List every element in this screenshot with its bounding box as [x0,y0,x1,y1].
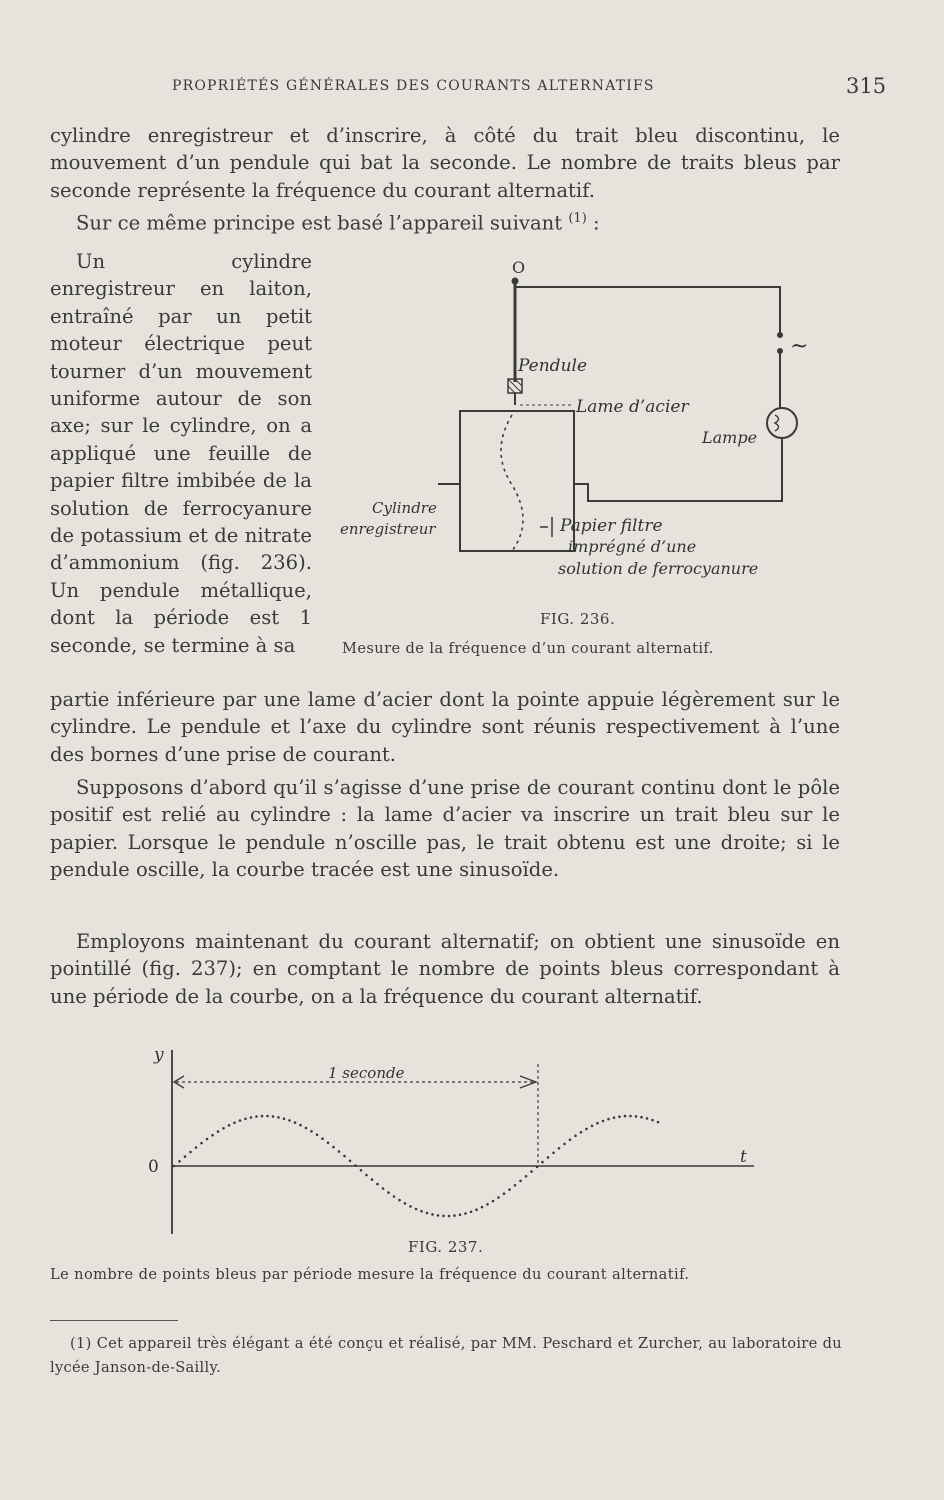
sinusoid-dot [646,1117,649,1120]
label-lame: Lame d’acier [576,397,689,417]
sinusoid-dot [420,1210,423,1213]
label-papier-3: solution de ferrocyanure [558,559,759,578]
sinusoid-dot [574,1135,577,1138]
terminal-bottom [778,349,783,354]
sinusoid-dot [222,1127,225,1130]
sinusoid-dot [503,1192,506,1195]
paragraph-1: cylindre enregistreur et d’inscrire, à côté du trait bleu discontinu, le mouvement d’un pendule qui bat la seconde. Le nombre de traits bleus par seconde représente la fréquence du courant alternatif. [50,124,840,202]
sinusoid-dot [486,1203,489,1206]
sinusoid-dot [305,1127,308,1130]
sinusoid-dot [266,1115,269,1118]
sinusoid-dot [635,1115,638,1118]
trace-on-cylinder [501,415,523,551]
sinusoid-dot [250,1116,253,1119]
sinusoid-dot [173,1165,176,1168]
sinusoid-dot [288,1119,291,1122]
sinusoid-dot [475,1208,478,1211]
sinusoid-dot [382,1187,385,1190]
sinusoid-dot [239,1119,242,1122]
label-ac-source: ~ [790,334,809,359]
sinusoid-dot [354,1164,357,1167]
sinusoid-dot [481,1206,484,1209]
sinusoid-dot [404,1202,407,1205]
sinusoid-dot [310,1130,313,1133]
sinusoid-dot [189,1151,192,1154]
sinusoid-dot [316,1134,319,1137]
figure-236-diagram [320,255,880,595]
sinusoid-dot [211,1134,214,1137]
sinusoid-dot [448,1215,451,1218]
circuit-wire-bottom [574,438,782,501]
terminal-top [778,333,783,338]
paragraph-3-continued: partie inférieure par une lame d’acier dont la pointe appuie légèrement sur le cylindre. Le pendule et l’axe du cylindre sont réunis respectivement à l’une des bornes d’une prise de courant. [50,688,840,766]
sinusoid-dot [651,1119,654,1122]
label-o: O [512,258,526,277]
sinusoid-dot [530,1170,533,1173]
sinusoid-dot [464,1212,467,1215]
sinusoid-dot [299,1124,302,1127]
sinusoid-dot [294,1121,297,1124]
sinusoid-dot [602,1120,605,1123]
sinusoid-dot [349,1160,352,1163]
paragraph-3-wrapped: Un cylindre enregistreur en laiton, entraîné par un petit moteur électrique peut tourner d’un mouvement uniforme autour de son axe; sur le cylindre, on a appliqué une feuille de papier filtre imbibée de la solution de ferrocyanure de potassium et de nitrate d’ammonium (fig. 236). Un pendule métallique, dont la période est 1 seconde, se termine à sa [50,250,312,657]
sinusoid-dot [547,1156,550,1159]
sinusoid-dot [624,1115,627,1118]
sinusoid-dot [206,1138,209,1141]
running-header [48,74,887,100]
sinusoid-dot [437,1214,440,1217]
sinusoid-dot [178,1160,181,1163]
sinusoid-dot [585,1128,588,1131]
sinusoid-dot [376,1183,379,1186]
sinusoid-dot [387,1191,390,1194]
sinusoid-dot [431,1213,434,1216]
sinusoid-dot [272,1115,275,1118]
sinusoid-dot [217,1130,220,1133]
sinusoid-dot [195,1146,198,1149]
paragraph-2 [50,205,840,237]
sinusoid-dot [497,1196,500,1199]
sinusoid-dot [255,1115,258,1118]
sinusoid-dot [409,1205,412,1208]
sinusoid-dot [338,1150,341,1153]
sinusoid-dot [327,1142,330,1145]
sinusoid-dot [580,1131,583,1134]
label-papier-2: imprégné d’une [568,537,697,556]
label-lampe: Lampe [702,428,758,447]
label-papier-1: Papier filtre [560,516,663,536]
sinusoid-dot [541,1161,544,1164]
label-origin: 0 [148,1157,159,1177]
sinusoid-dot [283,1117,286,1120]
sinusoid-dot [525,1175,528,1178]
lamp-icon [767,408,797,438]
circuit-wire-top [515,287,780,335]
sinusoid-dot [261,1115,264,1118]
sinusoid-dot [591,1125,594,1128]
figure-237-label: FIG. 237. [408,1238,484,1256]
recording-cylinder [460,411,574,551]
label-pendule: Pendule [518,356,588,376]
sinusoid-dot [332,1146,335,1149]
figure-236-label: FIG. 236. [540,610,616,628]
paragraph-2-text: Sur ce même principe est basé l’appareil suivant [76,211,569,235]
sinusoid-dot [184,1155,187,1158]
paragraph-5: Employons maintenant du courant alternatif; on obtient une sinusoïde en pointillé (fig. 237); en comptant le nombre de points bleus correspondant à une période de la courbe, on a la fréquence du courant alternatif. [50,930,840,1008]
footnote-rule [50,1320,178,1321]
lamp-filament [775,415,779,431]
period-arrow-right-head [520,1076,536,1088]
sinusoid-dot [277,1116,280,1119]
sinusoid-dot [492,1200,495,1203]
sinusoid-dot [453,1214,456,1217]
sinusoid-dot [228,1124,231,1127]
sinusoid-dot [200,1142,203,1145]
sinusoid-dot [569,1139,572,1142]
running-head: PROPRIÉTÉS GÉNÉRALES DES COURANTS ALTERNATIFS [172,78,655,94]
sinusoid-dot [514,1184,517,1187]
sinusoid-dot [596,1122,599,1125]
sinusoid-dot [640,1116,643,1119]
sinusoid-dot [244,1118,247,1121]
sinusoid-dot [563,1143,566,1146]
figure-237-sinusoid [140,1045,780,1248]
sinusoid-dot [629,1115,632,1118]
page-number: 315 [846,74,887,98]
figure-236-caption: Mesure de la fréquence d’un courant alternatif. [342,640,714,657]
sinusoid-dot [371,1178,374,1181]
pivot-point [512,278,518,284]
paragraph-4: Supposons d’abord qu’il s’agisse d’une prise de courant continu dont le pôle positif est relié au cylindre : la lame d’acier va inscrire un trait bleu sur le papier. Lorsque le pendule n’oscille pas, le trait obtenu est une droite; si le pendule oscille, la courbe tracée est une sinusoïde. [50,776,840,882]
sinusoid-dot [426,1212,429,1215]
label-cylindre-2: enregistreur [340,520,436,538]
sinusoid-dot [657,1121,660,1124]
sinusoid-dot [442,1215,445,1218]
sinusoid-dot [613,1116,616,1119]
sinusoid-dot [343,1155,346,1158]
figure-237-caption: Le nombre de points bleus par période mesure la fréquence du courant alternatif. [50,1266,690,1283]
sinusoid-dot [552,1152,555,1155]
sinusoid-dot [365,1174,368,1177]
sinusoid-dot [398,1199,401,1202]
sinusoid-dot [558,1147,561,1150]
sinusoid-dot [607,1118,610,1121]
footnote-ref: (1) [568,211,587,226]
sinusoid-dot [508,1188,511,1191]
label-y-axis: y [154,1045,164,1065]
sinusoid-dot [536,1166,539,1169]
footnote: (1) Cet appareil très élégant a été conçu et réalisé, par MM. Peschard et Zurcher, au laboratoire du lycée Janson-de-Sailly. [50,1335,842,1376]
sinusoid-dot [360,1169,363,1172]
sinusoid-dot [393,1195,396,1198]
sinusoid-dot [233,1122,236,1125]
label-t-axis: t [740,1147,747,1167]
sinusoid-dot [321,1137,324,1140]
sinusoid-dot [459,1213,462,1216]
sinusoid-dot [470,1211,473,1214]
paragraph-2-end: : [586,211,600,235]
label-cylindre-1: Cylindre [372,499,437,517]
sinusoid-dot [519,1180,522,1183]
sinusoid-dot [415,1208,418,1211]
sinusoid-dot [618,1115,621,1118]
label-period-seconde: 1 seconde [328,1064,405,1082]
